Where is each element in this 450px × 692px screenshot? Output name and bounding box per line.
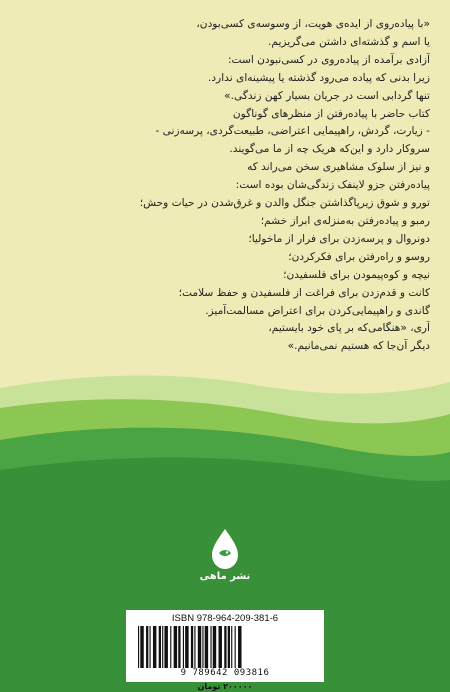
- barcode-bar: [224, 626, 226, 668]
- blurb-line: نیچه و کوه‌پیمودن برای فلسفیدن؛: [283, 268, 430, 281]
- barcode-bar: [174, 626, 177, 668]
- barcode-bar: [191, 626, 193, 668]
- barcode-bar: [213, 626, 216, 668]
- barcode-bar: [202, 626, 203, 668]
- blurb-line: زیرا بدنی که پیاده می‌رود گذشته یا پیشینه‌ای ندارد.: [208, 71, 430, 84]
- barcode-bar: [146, 626, 148, 668]
- blurb-line: - زیارت، گردش، راهپیمایی اعتراضی، طبیعت‌گردی، پرسه‌زنی -: [155, 125, 430, 138]
- fish-drop-logo-icon: [196, 527, 254, 571]
- barcode-bar: [185, 626, 188, 668]
- barcode-bar: [159, 626, 161, 668]
- blurb-line: دیگر آن‌جا که هستیم نمی‌مانیم.»: [287, 340, 430, 353]
- barcode-bar: [238, 626, 241, 668]
- barcode-bar: [231, 626, 232, 668]
- blurb-line: دونروال و پرسه‌زدن برای فرار از ماخولیا؛: [248, 232, 430, 245]
- blurb-line: آری، «هنگامی‌که بر پای خود بایستیم،: [268, 322, 430, 335]
- barcode-bar: [183, 626, 184, 668]
- publisher-logo: [196, 527, 254, 593]
- barcode-bar: [138, 626, 139, 668]
- back-cover-blurb: [20, 16, 430, 356]
- publisher-name: نشر ماهی: [199, 571, 251, 582]
- barcode-bar: [235, 626, 236, 668]
- barcode-digits: 9 789642 093816: [180, 668, 270, 678]
- barcode-bar: [170, 626, 171, 668]
- barcode-bar: [162, 626, 163, 668]
- blurb-line: کتاب حاضر با پیاده‌رفتن از منظرهای گوناگون: [232, 107, 430, 120]
- blurb-line: یا اسم و گذشته‌ای داشتن می‌گریزیم.: [268, 35, 430, 48]
- blurb-line: رمبو و پیاده‌رفتن به‌منزله‌ی ابراز خشم؛: [260, 214, 430, 227]
- barcode-bar: [219, 626, 222, 668]
- barcode-panel: [126, 610, 324, 682]
- barcode-bar: [164, 626, 167, 668]
- barcode-bar: [153, 626, 156, 668]
- barcode-bar: [140, 626, 143, 668]
- barcode-bar: [178, 626, 180, 668]
- barcode-bar: [228, 626, 230, 668]
- blurb-line: و نیز از سلوک مشاهیری سخن می‌راند که: [247, 161, 430, 174]
- blurb-line: تورو و شوق زیرپاگذاشتن جنگل والدن و غرق‌شدن در حیات وحش؛: [139, 197, 430, 210]
- blurb-line: گاندی و راهپیمایی‌کردن برای اعتراض مسالمت‌آمیز.: [205, 304, 430, 317]
- barcode-bar: [194, 626, 195, 668]
- isbn-text: ISBN 978-964-209-381-6: [171, 613, 279, 624]
- barcode-bar: [198, 626, 201, 668]
- blurb-line: روسو و راه‌رفتن برای فکرکردن؛: [288, 250, 430, 263]
- blurb-line: سروکار دارد و این‌که هریک چه از ما می‌گویند.: [229, 143, 430, 156]
- blurb-line: کانت و قدم‌زدن برای فراغت از فلسفیدن و حفظ سلامت؛: [178, 286, 430, 299]
- blurb-line: تنها گردابی است در جریان بسیار کهن زندگی.»: [224, 89, 430, 102]
- blurb-line: آزادی برآمده از پیاده‌روی در کسی‌نبودن است:: [227, 53, 430, 66]
- blurb-line: پیاده‌رفتن جزو لاینفک زندگی‌شان بوده است:: [235, 179, 430, 192]
- barcode-bar: [150, 626, 151, 668]
- barcode-bar: [205, 626, 208, 668]
- blurb-line: «با پیاده‌روی از ایده‌ی هویت، از وسوسه‌ی کسی‌بودن،: [196, 18, 430, 30]
- barcode-bar: [210, 626, 211, 668]
- price-label: ۲۰۰۰۰۰ تومان: [197, 682, 253, 691]
- barcode: [136, 626, 314, 668]
